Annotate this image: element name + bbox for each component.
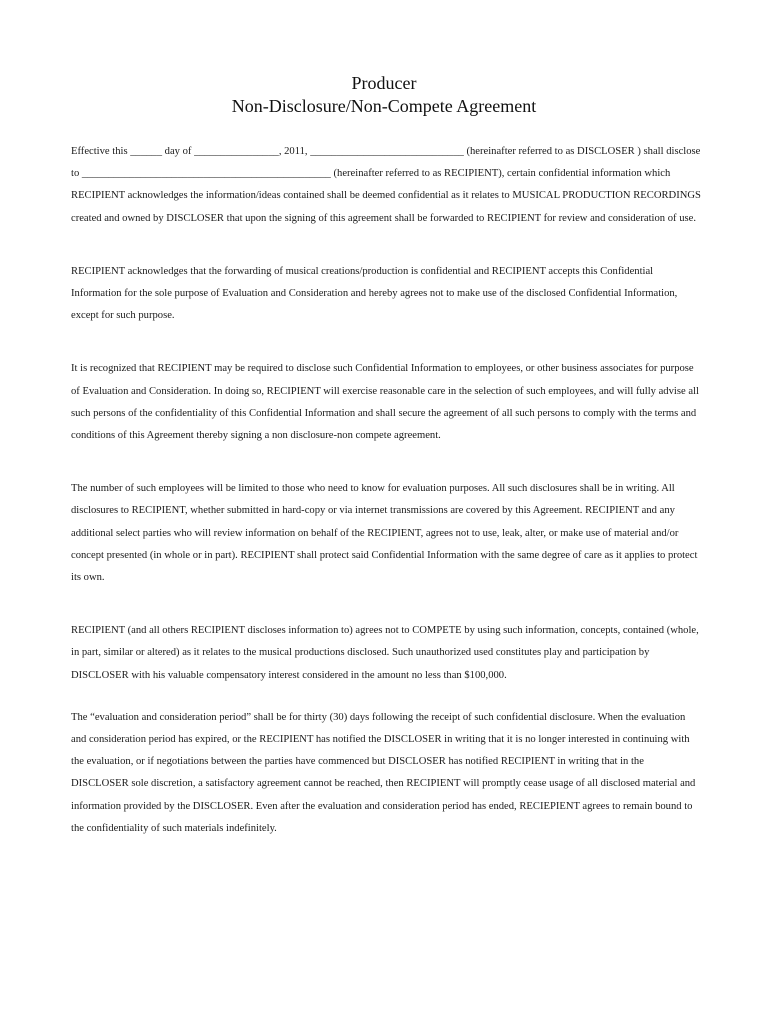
document-body [71,141,701,840]
paragraph-spacer [71,447,701,478]
paragraph-spacer [71,327,701,358]
paragraph-effective: Effective this ______ day of ________________, 2011, _____________________________ (hereinafter referred to as DISCLOSER ) shall disclose to _______________________________________________ (hereinafter referred to as RECIPIENT), certain confidential information which RECIPIENT acknowledges the information/ideas contained shall be deemed confidential as it relates to MUSICAL PRODUCTION RECORDINGS created and owned by DISCLOSER that upon the signing of this agreement shall be forwarded to RECIPIENT for review and consideration of use. [71,146,701,224]
paragraph-evaluation-period: The “evaluation and consideration period” shall be for thirty (30) days following the receipt of such confidential disclosure. When the evaluation and consideration period has expired, or the RECIPIENT has notified the DISCLOSER in writing that it is no longer interested in continuing with the evaluation, or if negotiations between the parties have commenced but DISCLOSER has notified RECIPIENT in writing that in the DISCLOSER sole discretion, a satisfactory agreement cannot be reached, then RECIPIENT will promptly cease usage of all disclosed material and information provided by the DISCLOSER. Even after the evaluation and consideration period has ended, RECIEPIENT agrees to remain bound to the confidentiality of such materials indefinitely. [71,711,696,834]
paragraph-spacer [71,589,701,620]
paragraph-number-of-employees: The number of such employees will be limited to those who need to know for evaluation purposes. All such disclosures shall be in writing. All disclosures to RECIPIENT, whether submitted in hard-copy or via internet transmissions are covered by this Agreement. RECIPIENT and any additional select parties who will review information on behalf of the RECIPIENT, agrees not to use, leak, alter, or make use of material and/or concept presented (in whole or in part). RECIPIENT shall protect said Confidential Information with the same degree of care as it applies to protect its own. [71,483,698,584]
title-line-1: Producer [351,73,417,93]
document-title [0,72,768,118]
title-line-2: Non-Disclosure/Non-Compete Agreement [231,96,537,116]
paragraph-non-compete: RECIPIENT (and all others RECIPIENT discloses information to) agrees not to COMPETE by using such information, concepts, contained (whole, in part, similar or altered) as it relates to the musical productions disclosed. Such unauthorized used constitutes play and participation by DISCLOSER with his valuable compensatory interest considered in the amount no less than $100,000. [71,625,699,681]
paragraph-acknowledgement: RECIPIENT acknowledges that the forwarding of musical creations/production is confidential and RECIPIENT accepts this Confidential Information for the sole purpose of Evaluation and Consideration and hereby agrees not to make use of the disclosed Confidential Information, except for such purpose. [71,265,678,322]
paragraph-employees-disclosure: It is recognized that RECIPIENT may be required to disclose such Confidential Information to employees, or other business associates for purpose of Evaluation and Consideration. In doing so, RECIPIENT will exercise reasonable care in the selection of such employees, and will fully advise all such persons of the confidentiality of this Confidential Information and shall secure the agreement of all such persons to comply with the terms and conditions of this Agreement thereby signing a non disclosure-non compete agreement. [71,363,699,442]
paragraph-spacer [71,687,701,707]
paragraph-spacer [71,230,701,261]
